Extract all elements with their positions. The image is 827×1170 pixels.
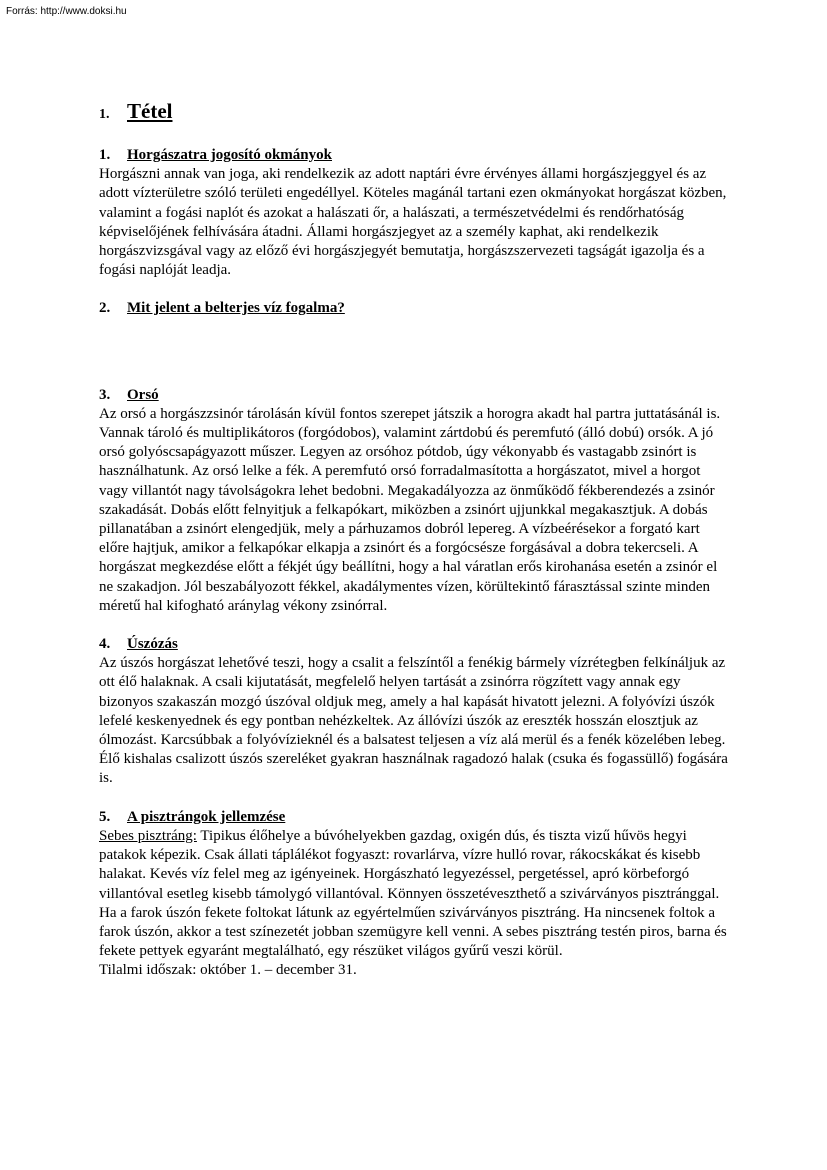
section-number: 3. bbox=[99, 386, 111, 403]
closed-season: Tilalmi időszak: október 1. – december 31. bbox=[99, 962, 357, 979]
section-body: Horgászni annak van joga, aki rendelkezik az adott naptári évre érvényes állami horgászjeggyel és az adott vízterületre szóló területi engedéllyel. Köteles magánál tartani ezen okmányokat horgászat közben, valamint a fogási naplót és azokat a halászati őr, a halászati, a természetvédelmi és rendőrhatóság képviselőjének felhívására átadni. Állami horgászjegyet az a személy kaphat, aki rendelkezik horgászvizsgával vagy az előző évi horgászjegyét bemutatja, horgászszervezeti tagságát igazolja és a fogási naplóját leadja. bbox=[99, 166, 727, 279]
section-body bbox=[99, 827, 731, 961]
section-body: Az orsó a horgászzsinór tárolásán kívül fontos szerepet játszik a horogra akadt hal partra juttatásánál is. Vannak tároló és multiplikátoros (forgódobos), valamint zártdobú és peremfutó (álló dobú) orsók. A jó orsó golyóscsapágyazott műszer. Legyen az orsóhoz pótdob, úgy vékonyabb és vastagabb zsinórt is használhatunk. Az orsó lelke a fék. A peremfutó orsó forradalmasította a horgászatot, mivel a horgot vagy villantót nagy távolságokra lehet bedobni. Megakadályozza az önműködő fékberendezés a zsinór szakadását. Dobás előtt felnyitjuk a felkapókart, miközben a zsinórt ujjunkkal megakasztjuk. A dobás pillanatában a zsinórt elengedjük, mely a párhuzamos dobról lepereg. A vízbeérésekor a forgató kart előre hajtjuk, amikor a felkapókar elkapja a zsinórt és a forgócsésze forgásával a dobra tekercseli. A horgászat megkezdése előtt a fékjét úgy beállítni, hogy a hal váratlan erős kirohanása esetén a zsinór el ne szakadjon. Jól beszabályozott fékkel, akadálymentes vízen, körültekintő fárasztással szinte minden méretű hal kifogható aránylag vékony zsinórral. bbox=[99, 405, 721, 614]
empty-answer-space bbox=[99, 319, 731, 367]
section-5 bbox=[99, 808, 731, 981]
document-title-text: Tétel bbox=[127, 99, 173, 123]
document-page bbox=[99, 98, 731, 1000]
document-title-number: 1. bbox=[99, 107, 110, 122]
section-heading bbox=[99, 808, 731, 827]
section-heading-text: Mit jelent a belterjes víz fogalma? bbox=[127, 300, 345, 317]
section-heading-text: Horgászatra jogosító okmányok bbox=[127, 147, 332, 163]
species-label: Sebes pisztráng: bbox=[99, 827, 197, 844]
section-4 bbox=[99, 635, 731, 789]
species-description: Tipikus élőhelye a búvóhelyekben gazdag, oxigén dús, és tiszta vizű hűvös hegyi patakok képezik. Csak állati táplálékot fogyaszt: rovarlárva, vízre hulló rovar, rákocskákat és kisebb halakat. Kevés víz felel meg az igényeinek. Horgászható legyezéssel, pergetéssel, apró körbeforgó villantóval esetleg kisebb támolygó villantóval. Könnyen összetéveszthető a szivárványos pisztránggal. Ha a farok úszón fekete foltokat látunk az egyértelműen szivárványos pisztráng. Ha nincsenek foltok a farok úszón, akkor a test színezetét jobban szemügyre kell venni. A sebes pisztráng testén piros, barna és fekete pettyek egyaránt megtalálható, egy részüket világos gyűrű veszi körül. bbox=[99, 827, 727, 960]
section-heading bbox=[99, 299, 731, 318]
section-1 bbox=[99, 146, 731, 280]
section-2 bbox=[99, 299, 731, 366]
section-3 bbox=[99, 386, 731, 616]
section-heading bbox=[99, 386, 731, 405]
section-body: Az úszós horgászat lehetővé teszi, hogy a csalit a felszíntől a fenékig bármely vízrétegben felkínáljuk az ott élő halaknak. A csali kijutatását, megfelelő helyen tartását a zsinórra rögzített vagy annak egy bizonyos szakaszán mozgó úszóval oldjuk meg, amely a hal kapását hivatott jelezni. A folyóvízi úszók lefelé keskenyednek és egy pontban nehézkeltek. Az állóvízi úszók az ereszték hosszán elosztjuk az ólmozást. Karcsúbbak a folyóvízieknél és a balsatest teljesen a víz alá merül és a fenék közelében lebeg. Élő kishalas csalizott úszós szereléket gyakran használnak ragadozó halak (csuka és fogassüllő) fogására is. bbox=[99, 655, 728, 787]
section-number: 1. bbox=[99, 147, 111, 163]
section-heading bbox=[99, 635, 731, 654]
source-line: Forrás: http://www.doksi.hu bbox=[6, 6, 127, 17]
section-heading-text: Orsó bbox=[127, 386, 159, 403]
section-heading bbox=[99, 146, 731, 165]
document-title bbox=[99, 98, 731, 128]
section-number: 2. bbox=[99, 300, 111, 317]
section-heading-text: Úszózás bbox=[127, 636, 178, 653]
section-number: 4. bbox=[99, 636, 111, 653]
section-number: 5. bbox=[99, 808, 111, 825]
section-heading-text: A pisztrángok jellemzése bbox=[127, 808, 286, 825]
